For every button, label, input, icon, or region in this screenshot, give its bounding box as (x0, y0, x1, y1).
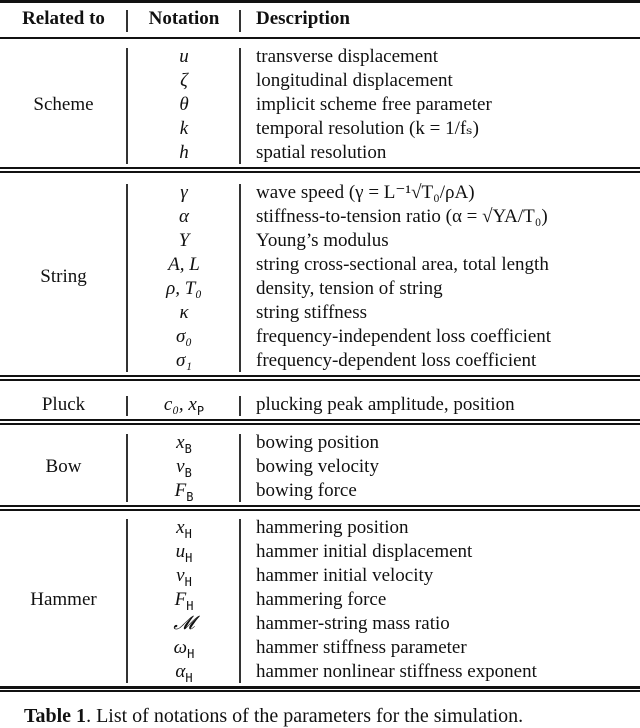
group-label: Bow (45, 456, 82, 477)
symbol-main: Y (178, 230, 190, 251)
notation-symbol (128, 301, 240, 325)
notation-symbol (128, 93, 240, 117)
notation-symbol (128, 349, 240, 373)
header-description: Description (256, 8, 350, 29)
notation-symbol (128, 325, 240, 349)
group-label: Hammer (30, 589, 97, 610)
notation-description: longitudinal displacement (256, 70, 453, 91)
notation-description: hammer stiffness parameter (256, 637, 467, 658)
symbol-subscript: H (186, 598, 194, 613)
notation-description: frequency-independent loss coefficient (256, 326, 552, 347)
notation-description: hammering force (256, 589, 387, 610)
symbol-subscript: P (196, 403, 205, 418)
notation-description: implicit scheme free parameter (256, 94, 492, 115)
notation-symbol (128, 253, 240, 277)
symbol-main: 𝓜 (173, 613, 195, 634)
symbol-subscript: B (184, 441, 192, 456)
symbol-main: α (175, 661, 186, 682)
symbol-main: κ (179, 302, 189, 323)
group-rule (0, 375, 640, 377)
notation-symbol (128, 117, 240, 141)
symbol-main: σ₁ (176, 350, 192, 371)
header-divider (239, 10, 241, 32)
symbol-subscript: H (185, 670, 193, 685)
symbol-main: γ (180, 182, 188, 203)
group-rule (0, 509, 640, 511)
notation-description: spatial resolution (256, 142, 387, 163)
symbol-main: F (174, 480, 187, 501)
notation-symbol (128, 229, 240, 253)
group-label: Pluck (41, 394, 86, 415)
notation-description: Young’s modulus (256, 230, 389, 251)
notation-description: plucking peak amplitude, position (256, 394, 515, 415)
symbol-subscript: H (187, 646, 195, 661)
notation-symbol (128, 277, 240, 301)
group-rule (0, 423, 640, 425)
notation-description: hammer initial displacement (256, 541, 473, 562)
notation-description: bowing position (256, 432, 379, 453)
group-label: Scheme (33, 94, 94, 115)
notation-symbol (128, 205, 240, 229)
symbol-main: v (176, 456, 185, 477)
group-rule (0, 690, 640, 692)
symbol-main: c₀, x (163, 394, 197, 415)
group-label: String (40, 266, 87, 287)
symbol-main: u (175, 541, 186, 562)
symbol-main: ζ (180, 70, 188, 91)
header-related-to: Related to (22, 8, 105, 29)
caption-text: . List of notations of the parameters for the simulation. (86, 705, 524, 727)
caption-label: Table 1 (24, 705, 87, 727)
notation-symbol (128, 612, 240, 636)
notation-description: string cross-sectional area, total length (256, 254, 549, 275)
group-rule (0, 167, 640, 169)
notation-description: frequency-dependent loss coefficient (256, 350, 537, 371)
symbol-main: α (179, 206, 189, 227)
symbol-main: u (179, 46, 189, 67)
notation-description: bowing force (256, 480, 357, 501)
notation-symbol (128, 181, 240, 205)
notation-description: temporal resolution (k = 1/fₛ) (256, 118, 479, 139)
header-notation: Notation (148, 8, 220, 29)
notation-description: hammering position (256, 517, 409, 538)
notation-symbol (128, 141, 240, 165)
notation-description: density, tension of string (256, 278, 443, 299)
symbol-main: h (179, 142, 189, 163)
notation-description: hammer-string mass ratio (256, 613, 450, 634)
symbol-subscript: H (184, 526, 192, 541)
notation-description: wave speed (γ = L⁻¹√T₀/ρA) (256, 182, 475, 203)
table-caption (24, 705, 523, 728)
top-rule (0, 0, 640, 3)
notation-symbol (128, 45, 240, 69)
group-rule (0, 686, 640, 689)
symbol-subscript: B (184, 465, 192, 480)
notation-description: hammer initial velocity (256, 565, 434, 586)
group-rule (0, 419, 640, 421)
group-rule (0, 171, 640, 173)
symbol-main: x (176, 432, 185, 453)
symbol-main: x (176, 517, 185, 538)
symbol-subscript: B (186, 489, 194, 504)
symbol-main: F (174, 589, 187, 610)
notation-description: bowing velocity (256, 456, 379, 477)
symbol-main: k (179, 118, 189, 139)
symbol-main: A, L (168, 254, 200, 275)
symbol-main: ρ, T₀ (166, 278, 202, 299)
symbol-main: σ₀ (176, 326, 192, 347)
symbol-main: θ (179, 94, 189, 115)
symbol-main: ω (173, 637, 188, 658)
header-divider (126, 10, 128, 32)
group-rule (0, 379, 640, 381)
symbol-main: v (176, 565, 185, 586)
notation-description: stiffness-to-tension ratio (α = √YA/T₀) (256, 206, 548, 227)
symbol-subscript: H (184, 574, 192, 589)
notation-description: string stiffness (256, 302, 368, 323)
symbol-subscript: H (185, 550, 193, 565)
header-rule (0, 37, 640, 39)
notation-description: transverse displacement (256, 46, 439, 67)
notation-description: hammer nonlinear stiffness exponent (256, 661, 537, 682)
notation-symbol (128, 69, 240, 93)
group-rule (0, 505, 640, 507)
